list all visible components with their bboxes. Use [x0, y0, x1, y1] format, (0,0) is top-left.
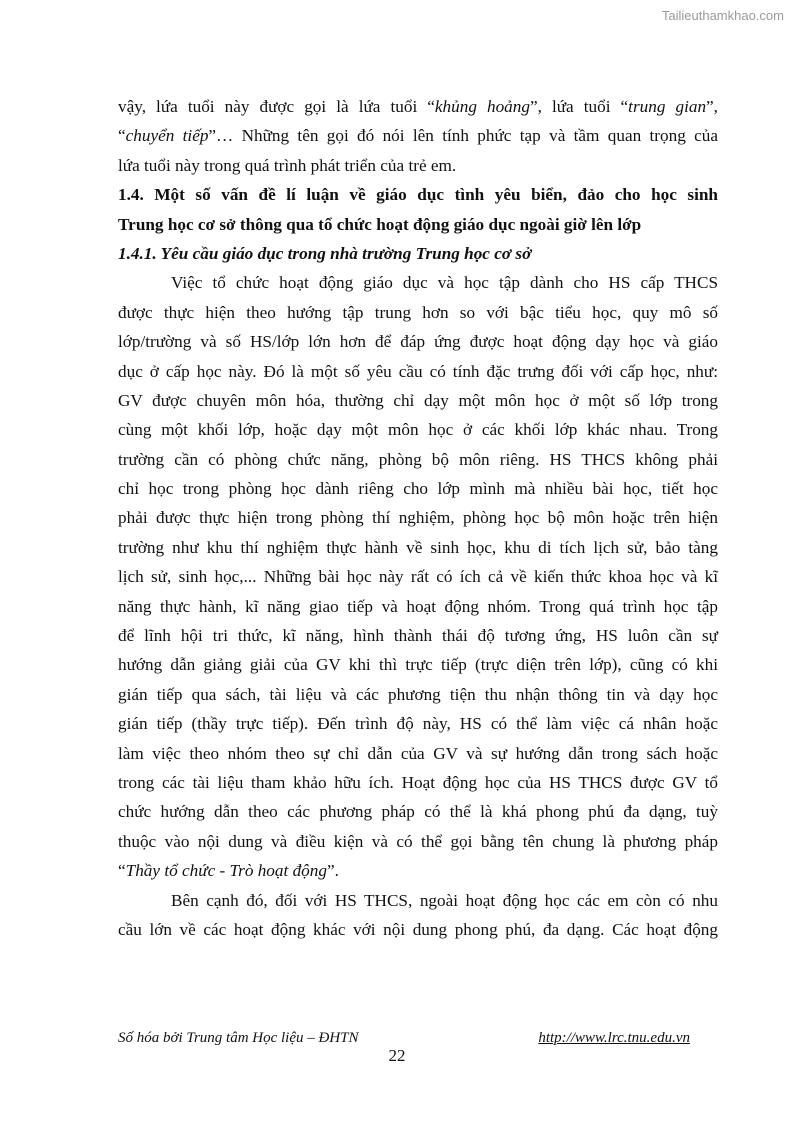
paragraph-line: lứa tuổi này trong quá trình phát triển của trẻ em. [118, 155, 457, 175]
paragraph-line [118, 856, 718, 885]
paragraph-line: Việc tổ chức hoạt động giáo dục và học tập dành cho HS cấp THCS [171, 273, 718, 293]
text-run: ”, lứa tuổi “ [529, 97, 629, 116]
text-run: ”… Những tên gọi đó nói lên tính phức tạp và tầm quan trọng của [208, 126, 718, 146]
paragraph-line: hướng dẫn giảng giải của GV khi thì trực tiếp (trực diện trên lớp), cũng có khi [118, 655, 718, 675]
paragraph-line: phải được thực hiện trong phòng thí nghiệm, phòng học bộ môn hoặc trên hiện [118, 508, 718, 528]
italic-term: chuyển tiếp [125, 126, 209, 146]
paragraph-line: chỉ học trong phòng học dành riêng cho lớp mình mà nhiều bài học, tiết học [118, 479, 718, 499]
text-run: vậy, lứa tuổi này được gọi là lứa tuổi “ [118, 97, 435, 116]
paragraph-line: lớp/trường và số HS/lớp lớn hơn để đáp ứng được hoạt động dạy học và giáo [118, 332, 718, 352]
text-run: “ [118, 861, 126, 881]
section-heading: 1.4. Một số vấn đề lí luận về giáo dục tình yêu biển, đảo cho học sinh [118, 185, 718, 205]
paragraph-line: làm việc theo nhóm theo sự chỉ dẫn của GV và sự hướng dẫn trong sách hoặc [118, 743, 718, 763]
footer-link[interactable]: http://www.lrc.tnu.edu.vn [538, 1030, 690, 1046]
paragraph-line: gián tiếp qua sách, tài liệu và các phương tiện thu nhận thông tin và dạy học [118, 684, 718, 704]
paragraph-line: cùng một khối lớp, hoặc dạy một môn học ở các khối lớp khác nhau. Trong [118, 420, 718, 440]
paragraph-line: trường cần có phòng chức năng, phòng bộ môn riêng. HS THCS không phải [118, 449, 718, 469]
text-run: ”. [326, 861, 339, 881]
paragraph-line: thuộc vào nội dung và điều kiện và có thể gọi bằng tên chung là phương pháp [118, 831, 718, 851]
paragraph-line: trong các tài liệu tham khảo hữu ích. Hoạt động học của HS THCS được GV tổ [118, 772, 718, 792]
paragraph-line: chức hướng dẫn theo các phương pháp có thể là khá phong phú đa dạng, tuỳ [118, 802, 718, 822]
paragraph-line: dục ở cấp học này. Đó là một số yêu cầu có tính đặc trưng đối với cấp học, như: [118, 361, 718, 381]
page-body [118, 92, 718, 944]
italic-term: khủng hoảng [434, 97, 530, 116]
paragraph-line [118, 92, 718, 121]
page-number: 22 [388, 1046, 406, 1065]
paragraph-line: Bên cạnh đó, đối với HS THCS, ngoài hoạt động học các em còn có nhu [171, 890, 718, 910]
subsection-heading: 1.4.1. Yêu cầu giáo dục trong nhà trường Trung học cơ sở [118, 243, 532, 263]
footer-source: Số hóa bởi Trung tâm Học liệu – ĐHTN [118, 1030, 359, 1046]
site-watermark: Tailieuthamkhao.com [661, 8, 784, 23]
paragraph-line: được thực hiện theo hướng tập trung hơn so với bậc tiểu học, quy mô số [118, 302, 718, 322]
paragraph-line: GV được chuyên môn hóa, thường chỉ dạy một môn học ở một số lớp trong [118, 390, 718, 410]
italic-term: Thầy tổ chức - Trò hoạt động [125, 861, 327, 881]
paragraph-line: để lĩnh hội tri thức, kĩ năng, hình thành thái độ tương ứng, HS luôn cần sự [118, 626, 718, 646]
paragraph [118, 268, 718, 856]
paragraph-line: cầu lớn về các hoạt động khác với nội dung phong phú, đa dạng. Các hoạt động [118, 919, 718, 939]
text-run: “ [118, 126, 126, 146]
paragraph-line: gián tiếp (thầy trực tiếp). Đến trình độ này, HS có thể làm việc cá nhân hoặc [118, 714, 718, 734]
section-heading: Trung học cơ sở thông qua tổ chức hoạt động giáo dục ngoài giờ lên lớp [118, 214, 642, 234]
text-run: ”, [706, 97, 718, 116]
italic-term: trung gian [628, 97, 707, 116]
paragraph-line: năng thực hành, kĩ năng giao tiếp và hoạt động nhóm. Trong quá trình học tập [118, 596, 718, 616]
paragraph-line [118, 121, 718, 150]
paragraph [118, 886, 718, 945]
paragraph-line: lịch sử, sinh học,... Những bài học này rất có ích cả về kiến thức khoa học và kĩ [118, 567, 718, 587]
paragraph-line: trường như khu thí nghiệm thực hành về sinh học, khu di tích lịch sử, bảo tàng [118, 537, 718, 557]
